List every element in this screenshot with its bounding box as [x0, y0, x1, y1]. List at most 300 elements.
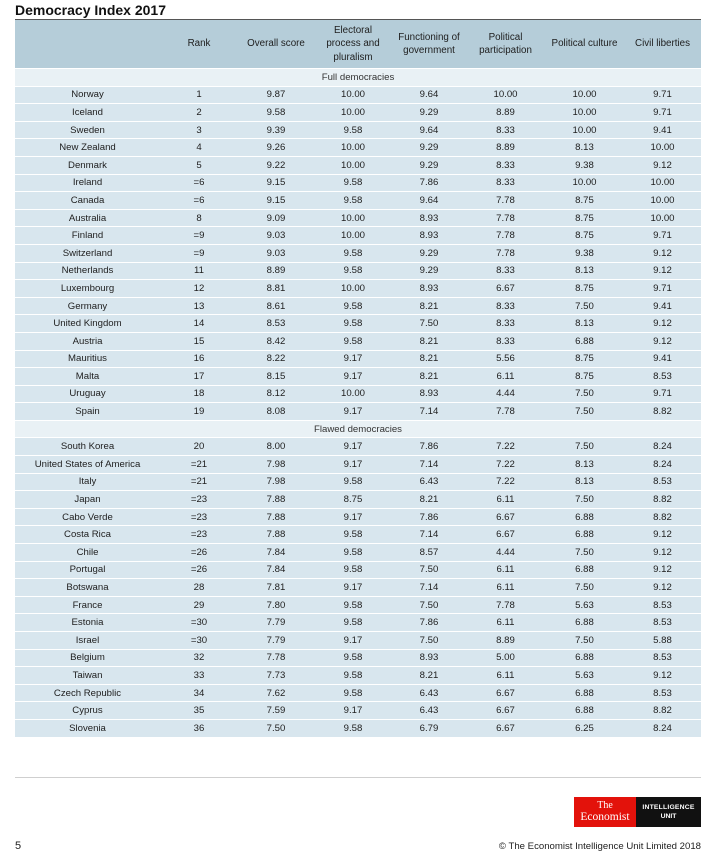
- cell-political-participation: 8.33: [466, 174, 545, 192]
- section-label: Flawed democracies: [15, 420, 701, 438]
- cell-electoral-process: 9.58: [314, 121, 392, 139]
- cell-political-participation: 6.67: [466, 684, 545, 702]
- cell-country: Uruguay: [15, 385, 160, 403]
- cell-overall-score: 9.03: [238, 244, 314, 262]
- cell-political-participation: 6.11: [466, 579, 545, 597]
- cell-political-culture: 6.88: [545, 508, 624, 526]
- cell-political-participation: 8.33: [466, 156, 545, 174]
- cell-political-culture: 6.88: [545, 702, 624, 720]
- logo-black-block: [636, 797, 701, 827]
- cell-political-participation: 7.78: [466, 596, 545, 614]
- cell-rank: =23: [160, 526, 238, 544]
- cell-country: Ireland: [15, 174, 160, 192]
- cell-functioning-of-government: 8.93: [392, 227, 466, 245]
- cell-overall-score: 9.09: [238, 209, 314, 227]
- cell-country: Cabo Verde: [15, 508, 160, 526]
- cell-overall-score: 8.00: [238, 438, 314, 456]
- cell-rank: 8: [160, 209, 238, 227]
- table-row: [15, 315, 701, 333]
- cell-political-participation: 7.22: [466, 456, 545, 474]
- cell-functioning-of-government: 9.29: [392, 244, 466, 262]
- cell-country: Czech Republic: [15, 684, 160, 702]
- logo-red-block: [574, 797, 636, 827]
- header-overall-score: Overall score: [238, 20, 314, 69]
- header-country: [15, 20, 160, 69]
- logo-economist: Economist: [580, 811, 630, 823]
- cell-civil-liberties: 9.12: [624, 579, 701, 597]
- header-electoral-process: Electoral process and pluralism: [314, 20, 392, 69]
- cell-civil-liberties: 8.53: [624, 614, 701, 632]
- cell-electoral-process: 10.00: [314, 156, 392, 174]
- cell-overall-score: 7.62: [238, 684, 314, 702]
- cell-overall-score: 9.15: [238, 174, 314, 192]
- cell-political-participation: 4.44: [466, 385, 545, 403]
- table-row: [15, 244, 701, 262]
- cell-overall-score: 9.22: [238, 156, 314, 174]
- cell-rank: 17: [160, 368, 238, 386]
- cell-country: Botswana: [15, 579, 160, 597]
- cell-country: Mauritius: [15, 350, 160, 368]
- cell-country: Portugal: [15, 561, 160, 579]
- table-row: [15, 104, 701, 122]
- cell-functioning-of-government: 8.57: [392, 544, 466, 562]
- cell-electoral-process: 9.58: [314, 244, 392, 262]
- cell-political-culture: 9.38: [545, 244, 624, 262]
- header-political-culture: Political culture: [545, 20, 624, 69]
- table-row: [15, 385, 701, 403]
- cell-functioning-of-government: 7.14: [392, 403, 466, 421]
- cell-functioning-of-government: 6.43: [392, 702, 466, 720]
- table-row: [15, 526, 701, 544]
- cell-functioning-of-government: 6.43: [392, 684, 466, 702]
- cell-rank: =30: [160, 632, 238, 650]
- cell-country: United States of America: [15, 456, 160, 474]
- cell-political-participation: 6.11: [466, 491, 545, 509]
- cell-civil-liberties: 8.82: [624, 491, 701, 509]
- table-row: [15, 667, 701, 685]
- cell-country: Taiwan: [15, 667, 160, 685]
- cell-overall-score: 7.78: [238, 649, 314, 667]
- footer-divider: [15, 777, 701, 778]
- cell-political-participation: 6.11: [466, 368, 545, 386]
- cell-political-participation: 8.89: [466, 139, 545, 157]
- cell-country: Netherlands: [15, 262, 160, 280]
- cell-functioning-of-government: 7.50: [392, 561, 466, 579]
- cell-rank: 14: [160, 315, 238, 333]
- cell-political-culture: 8.13: [545, 473, 624, 491]
- cell-electoral-process: 9.58: [314, 544, 392, 562]
- cell-rank: =9: [160, 244, 238, 262]
- cell-political-culture: 6.88: [545, 684, 624, 702]
- table-row: [15, 121, 701, 139]
- table-row: [15, 350, 701, 368]
- cell-rank: 4: [160, 139, 238, 157]
- cell-political-participation: 6.67: [466, 526, 545, 544]
- cell-political-culture: 7.50: [545, 438, 624, 456]
- cell-civil-liberties: 9.12: [624, 561, 701, 579]
- cell-rank: 19: [160, 403, 238, 421]
- cell-overall-score: 8.08: [238, 403, 314, 421]
- cell-civil-liberties: 8.82: [624, 403, 701, 421]
- table-row: [15, 332, 701, 350]
- cell-electoral-process: 10.00: [314, 86, 392, 104]
- cell-rank: 20: [160, 438, 238, 456]
- cell-political-culture: 5.63: [545, 596, 624, 614]
- cell-civil-liberties: 9.12: [624, 244, 701, 262]
- cell-functioning-of-government: 8.21: [392, 297, 466, 315]
- cell-electoral-process: 9.58: [314, 684, 392, 702]
- page-title: Democracy Index 2017: [15, 2, 166, 18]
- cell-political-participation: 8.89: [466, 632, 545, 650]
- cell-overall-score: 7.98: [238, 473, 314, 491]
- cell-political-participation: 7.78: [466, 244, 545, 262]
- cell-political-participation: 6.67: [466, 702, 545, 720]
- cell-civil-liberties: 8.82: [624, 702, 701, 720]
- cell-political-culture: 10.00: [545, 121, 624, 139]
- cell-civil-liberties: 8.53: [624, 649, 701, 667]
- table-row: [15, 156, 701, 174]
- cell-political-culture: 8.75: [545, 227, 624, 245]
- cell-electoral-process: 9.58: [314, 667, 392, 685]
- cell-civil-liberties: 9.12: [624, 332, 701, 350]
- cell-country: South Korea: [15, 438, 160, 456]
- cell-political-culture: 6.88: [545, 526, 624, 544]
- table-row: [15, 139, 701, 157]
- cell-civil-liberties: 8.82: [624, 508, 701, 526]
- cell-civil-liberties: 9.12: [624, 667, 701, 685]
- cell-rank: 28: [160, 579, 238, 597]
- cell-electoral-process: 9.17: [314, 403, 392, 421]
- cell-political-culture: 7.50: [545, 297, 624, 315]
- cell-rank: 13: [160, 297, 238, 315]
- cell-civil-liberties: 9.41: [624, 297, 701, 315]
- table-row: [15, 544, 701, 562]
- cell-political-culture: 7.50: [545, 544, 624, 562]
- cell-rank: =26: [160, 544, 238, 562]
- cell-civil-liberties: 9.71: [624, 227, 701, 245]
- cell-rank: 36: [160, 719, 238, 736]
- cell-functioning-of-government: 8.93: [392, 209, 466, 227]
- cell-rank: 32: [160, 649, 238, 667]
- cell-political-participation: 6.67: [466, 508, 545, 526]
- cell-rank: =26: [160, 561, 238, 579]
- cell-country: Sweden: [15, 121, 160, 139]
- cell-civil-liberties: 9.41: [624, 121, 701, 139]
- cell-political-culture: 8.13: [545, 315, 624, 333]
- table-row: [15, 508, 701, 526]
- cell-civil-liberties: 9.12: [624, 262, 701, 280]
- cell-electoral-process: 9.58: [314, 649, 392, 667]
- cell-electoral-process: 9.17: [314, 456, 392, 474]
- cell-civil-liberties: 8.53: [624, 684, 701, 702]
- cell-electoral-process: 9.58: [314, 192, 392, 210]
- cell-country: Estonia: [15, 614, 160, 632]
- cell-political-culture: 5.63: [545, 667, 624, 685]
- cell-functioning-of-government: 6.79: [392, 719, 466, 736]
- cell-electoral-process: 9.58: [314, 297, 392, 315]
- cell-functioning-of-government: 6.43: [392, 473, 466, 491]
- economist-intelligence-unit-logo: [574, 797, 701, 827]
- cell-overall-score: 7.88: [238, 491, 314, 509]
- cell-political-participation: 7.22: [466, 438, 545, 456]
- cell-political-culture: 8.75: [545, 192, 624, 210]
- cell-functioning-of-government: 8.21: [392, 332, 466, 350]
- cell-country: Malta: [15, 368, 160, 386]
- cell-overall-score: 8.81: [238, 280, 314, 298]
- table-row: [15, 632, 701, 650]
- cell-electoral-process: 10.00: [314, 209, 392, 227]
- cell-rank: 29: [160, 596, 238, 614]
- cell-political-participation: 5.56: [466, 350, 545, 368]
- cell-civil-liberties: 8.53: [624, 368, 701, 386]
- cell-rank: 3: [160, 121, 238, 139]
- cell-country: Costa Rica: [15, 526, 160, 544]
- cell-overall-score: 7.79: [238, 632, 314, 650]
- copyright-notice: © The Economist Intelligence Unit Limited 2018: [498, 841, 701, 852]
- table-row: [15, 280, 701, 298]
- cell-functioning-of-government: 8.21: [392, 667, 466, 685]
- cell-political-culture: 6.88: [545, 332, 624, 350]
- cell-political-culture: 7.50: [545, 403, 624, 421]
- cell-functioning-of-government: 7.86: [392, 614, 466, 632]
- table-body: [15, 69, 701, 737]
- cell-functioning-of-government: 8.21: [392, 368, 466, 386]
- page-number: 5: [15, 840, 22, 852]
- cell-political-culture: 7.50: [545, 632, 624, 650]
- cell-electoral-process: 9.17: [314, 438, 392, 456]
- cell-electoral-process: 9.17: [314, 350, 392, 368]
- cell-political-culture: 8.13: [545, 456, 624, 474]
- logo-the: The: [597, 800, 613, 811]
- cell-political-culture: 10.00: [545, 174, 624, 192]
- table-row: [15, 491, 701, 509]
- cell-civil-liberties: 10.00: [624, 209, 701, 227]
- cell-overall-score: 9.03: [238, 227, 314, 245]
- cell-political-participation: 6.11: [466, 667, 545, 685]
- cell-civil-liberties: 8.53: [624, 596, 701, 614]
- cell-electoral-process: 9.58: [314, 596, 392, 614]
- cell-electoral-process: 9.17: [314, 368, 392, 386]
- cell-electoral-process: 10.00: [314, 385, 392, 403]
- cell-rank: 5: [160, 156, 238, 174]
- cell-rank: 1: [160, 86, 238, 104]
- cell-political-participation: 7.22: [466, 473, 545, 491]
- cell-rank: =21: [160, 456, 238, 474]
- cell-rank: =23: [160, 491, 238, 509]
- cell-rank: 33: [160, 667, 238, 685]
- cell-country: Finland: [15, 227, 160, 245]
- cell-political-culture: 8.75: [545, 368, 624, 386]
- cell-electoral-process: 9.58: [314, 332, 392, 350]
- cell-civil-liberties: 8.53: [624, 473, 701, 491]
- cell-political-culture: 6.88: [545, 561, 624, 579]
- cell-political-participation: 5.00: [466, 649, 545, 667]
- cell-country: Germany: [15, 297, 160, 315]
- cell-rank: 2: [160, 104, 238, 122]
- cell-overall-score: 7.59: [238, 702, 314, 720]
- section-row: [15, 69, 701, 87]
- cell-functioning-of-government: 7.14: [392, 579, 466, 597]
- cell-electoral-process: 8.75: [314, 491, 392, 509]
- table-row: [15, 561, 701, 579]
- cell-civil-liberties: 9.71: [624, 385, 701, 403]
- cell-overall-score: 8.89: [238, 262, 314, 280]
- cell-electoral-process: 9.17: [314, 632, 392, 650]
- cell-civil-liberties: 5.88: [624, 632, 701, 650]
- cell-rank: =23: [160, 508, 238, 526]
- cell-political-culture: 9.38: [545, 156, 624, 174]
- cell-functioning-of-government: 9.29: [392, 104, 466, 122]
- cell-political-culture: 8.13: [545, 139, 624, 157]
- table-row: [15, 702, 701, 720]
- cell-political-culture: 6.88: [545, 649, 624, 667]
- cell-country: Belgium: [15, 649, 160, 667]
- section-row: [15, 420, 701, 438]
- cell-rank: 11: [160, 262, 238, 280]
- cell-political-participation: 10.00: [466, 86, 545, 104]
- table-row: [15, 456, 701, 474]
- cell-rank: =6: [160, 174, 238, 192]
- cell-political-culture: 10.00: [545, 86, 624, 104]
- cell-civil-liberties: 10.00: [624, 192, 701, 210]
- cell-rank: =21: [160, 473, 238, 491]
- cell-electoral-process: 10.00: [314, 227, 392, 245]
- cell-political-participation: 7.78: [466, 192, 545, 210]
- cell-civil-liberties: 9.71: [624, 280, 701, 298]
- cell-country: Chile: [15, 544, 160, 562]
- cell-civil-liberties: 9.12: [624, 315, 701, 333]
- cell-functioning-of-government: 8.93: [392, 385, 466, 403]
- cell-overall-score: 8.42: [238, 332, 314, 350]
- cell-overall-score: 7.84: [238, 544, 314, 562]
- table-row: [15, 209, 701, 227]
- cell-rank: =30: [160, 614, 238, 632]
- logo-unit: UNIT: [660, 813, 677, 820]
- cell-electoral-process: 10.00: [314, 280, 392, 298]
- cell-country: Japan: [15, 491, 160, 509]
- democracy-index-table: [15, 20, 701, 737]
- cell-country: France: [15, 596, 160, 614]
- cell-overall-score: 8.12: [238, 385, 314, 403]
- cell-political-participation: 8.33: [466, 315, 545, 333]
- cell-functioning-of-government: 8.21: [392, 350, 466, 368]
- cell-rank: 35: [160, 702, 238, 720]
- logo-intelligence: INTELLIGENCE: [642, 804, 695, 811]
- cell-functioning-of-government: 7.86: [392, 508, 466, 526]
- cell-political-participation: 7.78: [466, 227, 545, 245]
- cell-political-participation: 7.78: [466, 403, 545, 421]
- cell-overall-score: 8.53: [238, 315, 314, 333]
- cell-political-participation: 6.67: [466, 719, 545, 736]
- cell-overall-score: 7.84: [238, 561, 314, 579]
- cell-political-culture: 8.75: [545, 280, 624, 298]
- table-row: [15, 649, 701, 667]
- cell-functioning-of-government: 8.93: [392, 280, 466, 298]
- cell-rank: 15: [160, 332, 238, 350]
- cell-electoral-process: 9.58: [314, 719, 392, 736]
- cell-civil-liberties: 8.24: [624, 456, 701, 474]
- cell-political-culture: 10.00: [545, 104, 624, 122]
- cell-functioning-of-government: 9.64: [392, 192, 466, 210]
- cell-overall-score: 9.26: [238, 139, 314, 157]
- table-row: [15, 403, 701, 421]
- cell-overall-score: 7.81: [238, 579, 314, 597]
- cell-electoral-process: 9.58: [314, 614, 392, 632]
- cell-rank: 34: [160, 684, 238, 702]
- table-row: [15, 262, 701, 280]
- cell-electoral-process: 9.58: [314, 473, 392, 491]
- table-row: [15, 719, 701, 736]
- cell-electoral-process: 9.58: [314, 315, 392, 333]
- cell-overall-score: 9.39: [238, 121, 314, 139]
- cell-country: Iceland: [15, 104, 160, 122]
- table-row: [15, 86, 701, 104]
- cell-political-participation: 8.33: [466, 297, 545, 315]
- cell-functioning-of-government: 8.93: [392, 649, 466, 667]
- cell-political-participation: 7.78: [466, 209, 545, 227]
- cell-rank: =6: [160, 192, 238, 210]
- cell-electoral-process: 10.00: [314, 104, 392, 122]
- cell-overall-score: 7.88: [238, 508, 314, 526]
- table-row: [15, 192, 701, 210]
- table-row: [15, 227, 701, 245]
- section-label: Full democracies: [15, 69, 701, 87]
- cell-political-participation: 8.33: [466, 121, 545, 139]
- cell-overall-score: 7.79: [238, 614, 314, 632]
- cell-civil-liberties: 10.00: [624, 174, 701, 192]
- cell-civil-liberties: 9.71: [624, 104, 701, 122]
- cell-civil-liberties: 9.12: [624, 156, 701, 174]
- table-header-row: [15, 20, 701, 69]
- cell-political-participation: 8.89: [466, 104, 545, 122]
- cell-political-culture: 8.75: [545, 209, 624, 227]
- table-row: [15, 684, 701, 702]
- table-row: [15, 438, 701, 456]
- cell-rank: 12: [160, 280, 238, 298]
- cell-country: Austria: [15, 332, 160, 350]
- cell-overall-score: 8.22: [238, 350, 314, 368]
- cell-country: United Kingdom: [15, 315, 160, 333]
- cell-civil-liberties: 8.24: [624, 438, 701, 456]
- cell-electoral-process: 9.17: [314, 702, 392, 720]
- cell-political-culture: 7.50: [545, 385, 624, 403]
- cell-civil-liberties: 8.24: [624, 719, 701, 736]
- cell-overall-score: 7.88: [238, 526, 314, 544]
- cell-functioning-of-government: 9.29: [392, 262, 466, 280]
- header-rank: Rank: [160, 20, 238, 69]
- cell-functioning-of-government: 7.50: [392, 315, 466, 333]
- cell-rank: 18: [160, 385, 238, 403]
- cell-functioning-of-government: 7.14: [392, 526, 466, 544]
- cell-overall-score: 7.98: [238, 456, 314, 474]
- cell-country: Cyprus: [15, 702, 160, 720]
- cell-electoral-process: 10.00: [314, 139, 392, 157]
- cell-functioning-of-government: 9.29: [392, 139, 466, 157]
- cell-functioning-of-government: 7.14: [392, 456, 466, 474]
- cell-political-culture: 6.25: [545, 719, 624, 736]
- cell-functioning-of-government: 7.86: [392, 174, 466, 192]
- cell-functioning-of-government: 9.29: [392, 156, 466, 174]
- cell-overall-score: 8.61: [238, 297, 314, 315]
- cell-civil-liberties: 9.12: [624, 526, 701, 544]
- cell-overall-score: 9.58: [238, 104, 314, 122]
- cell-political-participation: 6.11: [466, 614, 545, 632]
- cell-political-culture: 7.50: [545, 491, 624, 509]
- table-row: [15, 473, 701, 491]
- cell-political-participation: 8.33: [466, 332, 545, 350]
- cell-country: Denmark: [15, 156, 160, 174]
- cell-rank: 16: [160, 350, 238, 368]
